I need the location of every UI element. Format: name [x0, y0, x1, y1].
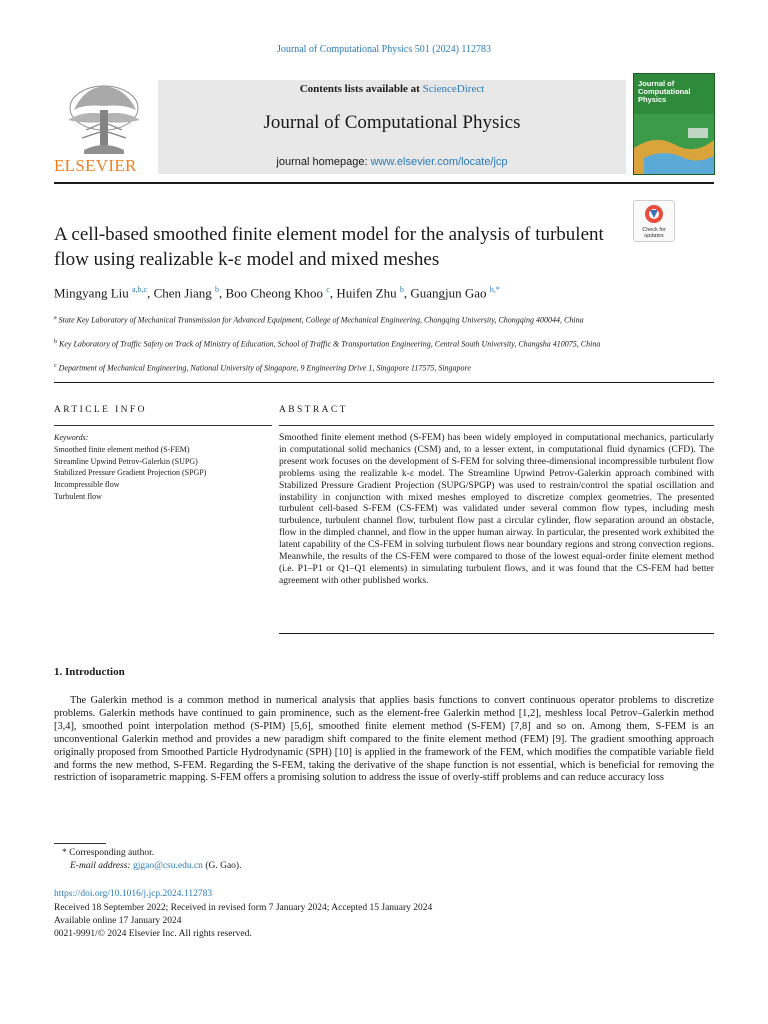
- publisher-wordmark: ELSEVIER: [54, 156, 137, 175]
- sciencedirect-link[interactable]: ScienceDirect: [422, 83, 485, 95]
- journal-homepage: [158, 156, 626, 168]
- crossmark-icon: [644, 204, 664, 226]
- keyword-item: Incompressible flow: [54, 480, 120, 490]
- abstract-rule: [279, 425, 714, 426]
- abstract-heading: ABSTRACT: [279, 405, 348, 415]
- keyword-item: Stabilized Pressure Gradient Projection (SPGP): [54, 468, 207, 478]
- corresponding-author-note: * Corresponding author.: [62, 848, 155, 858]
- header-rule: [54, 182, 714, 184]
- affiliation-mark: b: [54, 339, 57, 345]
- article-title: A cell-based smoothed finite element model for the analysis of turbulent flow using realizable k-ε model and mixed meshes: [54, 224, 604, 270]
- affiliation-rule: [54, 382, 714, 383]
- introduction-heading: 1. Introduction: [54, 666, 125, 678]
- keyword-item: Streamline Upwind Petrov-Galerkin (SUPG): [54, 456, 198, 466]
- author-affil-ref[interactable]: b,*: [489, 285, 500, 294]
- author-name[interactable]: Mingyang Liu: [54, 285, 129, 301]
- affiliation: [54, 336, 634, 351]
- cover-title: Journal of Computational Physics: [638, 79, 691, 104]
- author-list: Mingyang Liu $^{a,b,c}$, Chen Jiang $^b$, Boo Cheong Khoo $^c$, Huifen Zhu $^b$, Guangjun Gao $^{b,*}$: [54, 285, 500, 301]
- doi-link[interactable]: https://doi.org/10.1016/j.jcp.2024.112783: [54, 889, 213, 899]
- email-suffix: (G. Gao).: [202, 861, 242, 871]
- keyword-item: Turbulent flow: [54, 491, 102, 501]
- author-affil-ref[interactable]: b: [215, 285, 219, 294]
- journal-title: Journal of Computational Physics: [263, 112, 521, 133]
- affiliation-text: Department of Mechanical Engineering, National University of Singapore, 9 Engineering Drive 1, Singapore 117575, Singapore: [58, 363, 471, 373]
- affiliation-mark: c: [54, 363, 57, 369]
- abstract-text: Smoothed finite element method (S-FEM) has been widely employed in computational mechanics, particularly in computational solid mechanics (CSM) and, to a lesser extent, in computational fluid dynamics (CFD). The present work focuses on the development of S-FEM for solving three-dimensional incompressible turbulent flow problems using the realizable k-ε model. The Streamline Upwind Petrov-Galerkin approach combined with Stabilized Pressure Gradient Projection (SUPG/SPGP) was used to restrain/control the spatial oscillation and instability in conjunction with mixed meshes employed to discretize complex geometries. The presented turbulent cell-based S-FEM (CS-FEM) was validated under several common flow types, including mesh turbulence, turbulent channel flow, turbulent flow past a circular cylinder, flow separation around an obstacle, flow in the dimpled channel, and flow in the upper human airway. In particular, the presented work exhibited the latent capability of the CS-FEM in solving turbulent flows near boundary regions and strong convection regions. Meanwhile, the results of the CS-FEM were compared to those of the lowest equal-order finite element method (i.e. P1–P1 or Q1–Q1 elements) in simulating turbulent flows, and it was found that the CS-FEM had better agreement with other published works.: [279, 432, 714, 586]
- affiliation-mark: a: [54, 315, 57, 321]
- available-online: Available online 17 January 2024: [54, 916, 182, 926]
- article-info-rule: [54, 425, 272, 426]
- received-dates: Received 18 September 2022; Received in revised form 7 January 2024; Accepted 15 January 2024: [54, 903, 433, 913]
- cover-artwork: [634, 114, 714, 174]
- crossmark-label: Check for updates: [642, 227, 666, 239]
- keywords-label: Keywords:: [54, 433, 89, 442]
- author-affil-ref[interactable]: a,b,c: [132, 285, 148, 294]
- author-name[interactable]: Huifen Zhu: [336, 285, 397, 301]
- keywords-block: [54, 432, 206, 503]
- abstract-bottom-rule: [279, 633, 714, 634]
- keyword-item: Smoothed finite element method (S-FEM): [54, 444, 190, 454]
- email-link[interactable]: gjgao@csu.edu.cn: [132, 861, 203, 871]
- article-info-heading: ARTICLE INFO: [54, 405, 147, 415]
- author-affil-ref[interactable]: b: [399, 285, 404, 294]
- introduction-text: The Galerkin method is a common method in numerical analysis that applies basis functions to convert continuous operator problems to discretize problems. Galerkin methods have continued to gain prominence, such as the element-free Galerkin method [1,2], meshless local Petrov–Galerkin method [3,4], smoothed point interpolation method (S-PIM) [5,6], smoothed finite element method (S-FEM) [7,8] and so on. Among them, S-FEM is an unconventional Galerkin method and provides a new paradigm shift compared to the finite element method (FEM) [9]. The gradient smoothing approach originally proposed from Smoothed Particle Hydrodynamic (SPH) [10] is applied in the framework of the FEM, which modifies the compatible variable field and forms the new method, S-FEM. Regarding the S-FEM, taking the derivative of the shape function is not essential, which is beneficial for removing the restriction of isoparametric mapping. S-FEM offers a promising solution to address the issue of overly-stiff problems and can reduce accuracy loss: [54, 695, 714, 784]
- journal-cover-thumbnail[interactable]: [633, 73, 715, 175]
- author-name[interactable]: Boo Cheong Khoo: [225, 285, 323, 301]
- footnote-rule: [54, 843, 106, 844]
- email-label: E-mail address:: [70, 861, 133, 871]
- journal-reference[interactable]: Journal of Computational Physics 501 (2024) 112783: [276, 44, 492, 55]
- affiliation-text: Key Laboratory of Traffic Safety on Track of Ministry of Education, School of Traffic & Transportation Engineering, Central South University, Changsha 410075, China: [59, 339, 601, 349]
- affiliation-text: State Key Laboratory of Mechanical Transmission for Advanced Equipment, College of Mechanical Engineering, Chongqing University, Chongqing 400044, China: [58, 315, 584, 325]
- author-name[interactable]: Guangjun Gao: [410, 285, 487, 301]
- affiliation: [54, 360, 634, 375]
- affiliation: [54, 312, 634, 327]
- homepage-prefix: journal homepage:: [276, 156, 371, 168]
- email-line: [70, 860, 241, 872]
- contents-line: [158, 83, 626, 95]
- contents-prefix: Contents lists available at: [299, 83, 423, 95]
- homepage-link[interactable]: www.elsevier.com/locate/jcp: [370, 156, 508, 168]
- check-for-updates-badge[interactable]: [633, 200, 675, 242]
- author-name[interactable]: Chen Jiang: [153, 285, 212, 301]
- copyright-line: 0021-9991/© 2024 Elsevier Inc. All rights reserved.: [54, 929, 252, 939]
- author-affil-ref[interactable]: c: [326, 285, 330, 294]
